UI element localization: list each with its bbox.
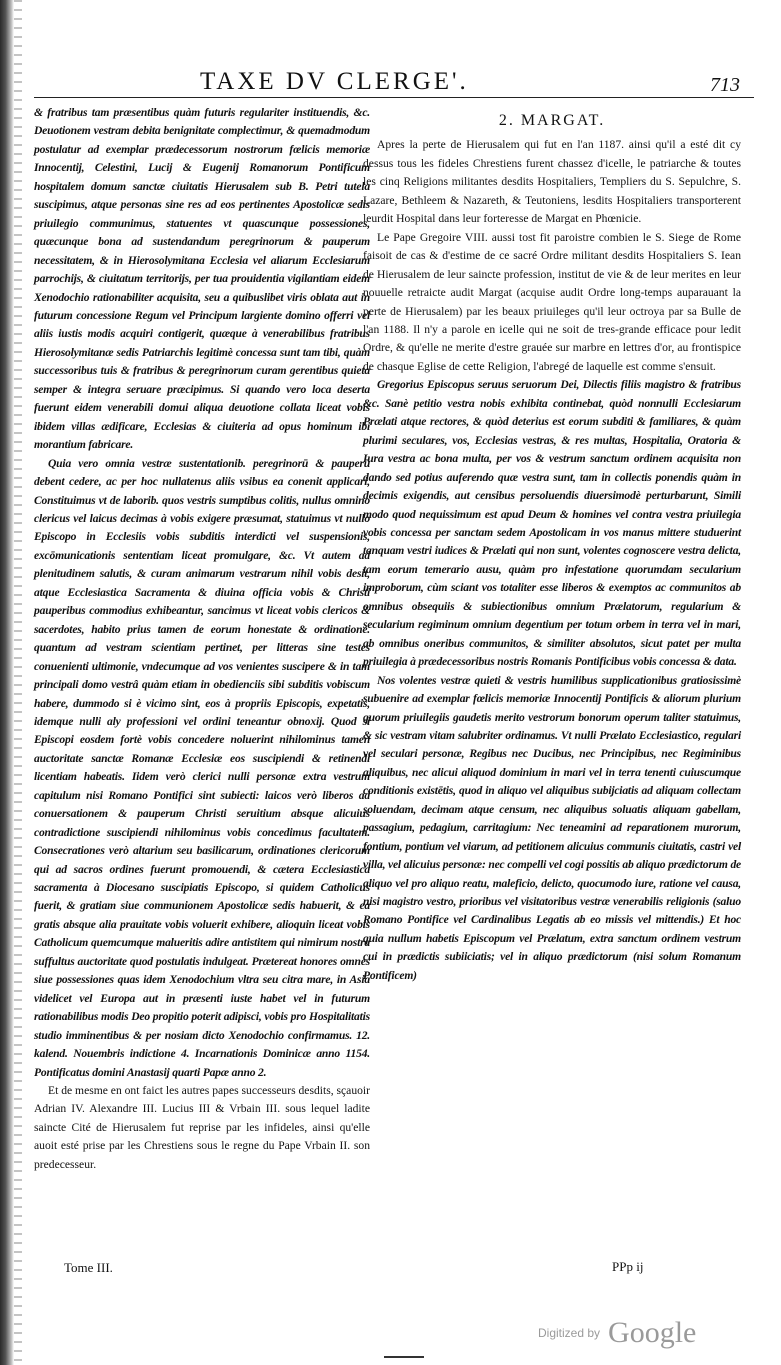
right-paragraph-2: Le Pape Gregoire VIII. aussi tost fit paroistre combien le S. Siege de Rome faisoit de cas & d'estime de ce sacré Ordre militant desdits Hospitaliers S. Iean de Hierusalem de leur saincte profession, institut de vie & de leur merites en leur nouuelle retraicte audit Margat (acquise audit Ordre long-temps auparauant la perte de Hierusalem) par les beaux priuileges qu'il leur octroya par sa Bulle de l'an 1188. Il n'y a parole en icelle qui ne soit de tres-grande efficace pour ledit Ordre, & qu'elle ne merite d'estre grauée sur marbre en lettres d'or, au frontispice de chasque Eglise de cette Religion, l'abregé de laquelle est comme s'ensuit. xyxy=(363,230,741,373)
left-paragraph-3: Et de mesme en ont faict les autres papes successeurs desdits, sçauoir Adrian IV. Alexandre III. Lucius III & Vrbain III. sous lequel ladite saincte Cité de Hierusalem fut reprise par les infideles, ainsi qu'elle auoit esté prise par les Chrestiens sous le regne du Pape Vrbain II. son predecesseur. xyxy=(34,1084,370,1171)
right-paragraph-4: Nos volentes vestræ quieti & vestris humilibus supplicationibus gratiosissimè subuenire ad exemplar fœlicis memoriæ Innocentij Pontificis & aliorum plurium quorum priuilegiis gaudetis merito vestrorum bonorum operum taliter statuimus, & sic vestram vitam salubriter ordinamus. Vt nulli Prælato Ecclesiastico, regulari vel seculari personæ, Regibus nec Ducibus, nec Principibus, nec Regiminibus aliquibus, nec alicui aliquod dominium in mari vel in terra tenenti cuiuscumque conditionis existētis, quod in aliquo vel aliquibus subijciatis ad aliquam collectam soluendam, decimam atque censum, nec aliquibus soluatis aliquam gabellam, passagium, pedagium, carritagium: Nec teneamini ad reparationem murorum, fontium, pontium vel viarum, ad petitionem alicuius communis ciuitatis, castri vel villa, vel alicuius personæ: nec compelli vel cogi possitis ab aliquo prædictorum de aliquo vel pro aliquo reatu, maleficio, delicto, quocumodo iure, ratione vel causa, nisi magistro vestro, prioribus vel visitatoribus vestræ venerabilis religionis (saluo Romano Pontifice vel Cardinalibus Legatis ab eo missis vel mittendis.) Et hoc quia nullum habetis Episcopum vel Prælatum, extra sanctum ordinem vestrum cui in prædictis subiiciatis; vel in aliquo prædictorum (nisi solum Romanum Pontificem) xyxy=(363,673,741,982)
signature-mark: PPp ij xyxy=(612,1259,644,1274)
right-column xyxy=(363,104,741,985)
google-logo: Google xyxy=(608,1316,697,1349)
running-head: TAXE DV CLERGE'. xyxy=(200,68,469,95)
right-paragraph-3: Gregorius Episcopus seruus seruorum Dei, Dilectis filiis magistro & fratribus &c. Sanè petitio vestra nobis exhibita continebat, quòd nonnulli Ecclesiarum Prælati atque rectores, & quòd deterius est eorum subditi & familiares, & quàm plurimi seculares, vos, Ecclesias vestras, & res multas, Hospitalia, Oratoria & Iura vestra ac bona multa, per vos & vestrum sanctum ordinem acquisita non dando sed potius auferendo quæ vestra sunt, tam in collectis ponendis quàm in decimis exigendis, aut censibus persoluendis diuersimodè perturbarunt, Simili modo quod nequissimum est apud Deum & homines vel contra vestra priuilegia vobis concessa per sanctam sedem Apostolicam in vos manus mittere studuerint tanquam vestri iudices & Prælati qui non sunt, volentes cognoscere vestra delicta, tam eorum temerario ausu, quàm pro infestatione quorumdam secularium improborum, cùm sciant vos totaliter esse liberos & exemptos ac communitos ab omnibus obsequiis & subiectionibus omnium Prælatorum, regularium & secularium regiminum omnium degentium per totum orbem in terra vel in mari, ab omnibus oneribus communitos, & similiter absolutos, sicut patet per multa priuilegia à prædecessoribus nostris Romanis Pontificibus vobis concessa & data. xyxy=(363,378,741,669)
header-rule xyxy=(34,97,754,98)
left-paragraph-2: Quia vero omnia vestræ sustentationib. peregrinorū & pauperū debent cedere, ac per hoc nullatenus aliis vsibus ea conenit applicari, Constituimus vt de laborib. quos vestris sumptibus colitis, nullus omnino clericus vel laicus decimas à vobis exigere præsumat, statuimus vt nullo Episcopo in Ecclesiis vobis subditis interdicti vel suspensionis, excōmunicationis sententiam liceat promulgare, &c. Vt autem ad plenitudinem salutis, & curam animarum vestrarum nihil vobis desit, atque Ecclesiastica Sacramenta & diuina officia vobis & Christi pauperibus commodius exhibeantur, sancimus vt liceat vobis clericos & sacerdotes, habito prius tamen de eorum honestate & ordinatione. quantum ad vestram scientiam pertinet, per litteras sine testes conuenienti ultimonie, vndecumque ad vos venientes suscipere & in tam principali domo vestrâ quàm etiam in obedienciis sibi subditis vobiscum habere, dummodo si è vicimo sint, eos à propriis Episcopis, expetatis, idemque nulli aly professioni vel ordini teneantur obnoxij. Quod si Episcopi eosdem fortè vobis concedere noluerint nihilominus tamen auctoritate sanctæ Romanæ Ecclesiæ eos suscipiendi & retinendi licentiam habeatis. Iidem verò clerici nulli personæ extra vestrum capitulum nisi Romano Pontifici sint subiecti: laicos verò liberos ad conuersationem & pauperum Christi seruitium absque alicuius contradictione suscipiendi nihilominus vobis concedimus facultatem. Consecrationes verò altarium seu basilicarum, ordinationes clericorum qui ad sacros ordines fuerunt promouendi, & cætera Ecclesiastica sacramenta à Diocesano suscipiatis Episcopo, si quidem Catholicus fuerit, & gratiam siue communionem Apostolicæ sedis habuerit, & ea gratis absque alia prauitate vobis voluerit exhibere, alioquin liceat vobis Catholicum quemcumque malueritis adire antistitem qui nimirum nostra suffultus auctoritate quod postulatis indulgeat. Prætereat honores omnes siue possessiones quas idem Xenodochium vltra seu citra mare, in Asia videlicet vel Europa aut in præsenti iuste habet vel in futurum rationabilibus modis Deo propitio poterit adipisci, vobis pro Hospitalitatis studio imminentibus & per nosiam dicto Xenodochio confirmamus. 12. kalend. Nouembris indictione 4. Incarnationis Dominicæ anno 1154. Pontificatus domini Anastasij quarti Papæ anno 2. xyxy=(34,456,370,1079)
right-paragraph-1: Apres la perte de Hierusalem qui fut en l'an 1187. ainsi qu'il a esté dit cy dessus tous les fideles Chrestiens furent chassez d'icelle, le patriarche & toutes les cinq Religions militantes desdits Hospitaliers, Templiers du S. Sepulchre, S. Lazare, Bethleem & Nazareth, & Teutoniens, lesdits Hospitaliers transporterent leurdit Hospital dans leur forteresse de Margat en Phœnicie. xyxy=(363,138,741,226)
left-paragraph-1: & fratribus tam præsentibus quàm futuris regulariter instituendis, &c. Deuotionem vestram debita benignitate complectimur, & quemadmodum postulatur ad exemplar prædecessorum nostrorum fœlicis memoriæ Innocentij, Celestini, Lucij & Eugenij Romanorum Pontificum hospitalem domum sanctæ ciuitatis Hierusalem sub B. Petri tutela suscipimus, atque personas sine res ad eos pertinentes Apostolicæ sedis priuilegio communimus, statuentes vt quascunque possessiones, quæcunque bona ad sustendandum peregrinorum & pauperum necessitatem, & in Hierosolymitana Ecclesia vel aliarum Ecclesiarum parrochijs, & ciuitatum territorijs, per tua prouidentia vigilantiam eidem Xenodochio rationabiliter acquisita, seu a quibuslibet viris oblata aut in futurum concessione Regum vel Principum largiente domino offerri vel aliis iustis modis acquiri contigerit, quæque à venerabilibus fratribus Hierosolymitanæ sedis Patriarchis legitimè concessa sunt tam tibi, quàm successoribus tuis & fratribus & peregrinorum curam gerentibus quieta semper & integra seruare præcipimus. Si quando vero loca deserta fuerunt eidem venerabili domui aliqua deuotione collata liceat vobis ibidem villas ædificare, Ecclesias & ciuiteria ad opus hominum ibi morantium fabricare. xyxy=(34,106,370,452)
watermark-prefix: Digitized by xyxy=(538,1326,601,1340)
bottom-edge-mark xyxy=(384,1356,424,1364)
digitized-watermark xyxy=(538,1316,696,1350)
left-column xyxy=(34,104,370,1174)
binding-edge xyxy=(14,0,22,1365)
section-title-margat: 2. MARGAT. xyxy=(498,112,606,129)
book-spine-shadow xyxy=(0,0,14,1365)
volume-label: Tome III. xyxy=(64,1260,113,1275)
page-number: 713 xyxy=(710,74,740,96)
